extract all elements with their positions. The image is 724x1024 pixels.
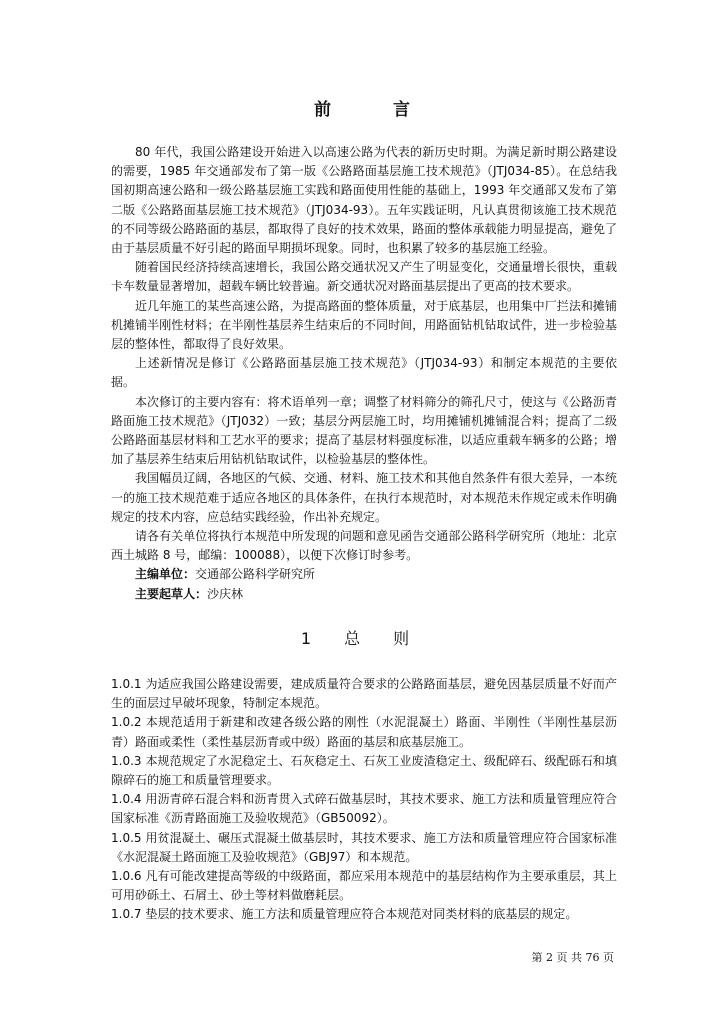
clause-1-0-2: 1.0.2 本规范适用于新建和改建各级公路的刚性（水泥混凝土）路面、半刚性（半刚性基层沥青）路面或柔性（柔性基层沥青或中级）路面的基层和底基层施工。 bbox=[111, 715, 617, 749]
preface-paragraph: 近几年施工的某些高速公路，为提高路面的整体质量，对于底基层，也用集中厂拦法和摊铺机摊铺半刚性材料；在半刚性基层养生结束后的不同时间，用路面钻机钻取试件，进一步检验基层的整体性，都取得了良好效果。 bbox=[111, 298, 617, 352]
preface-paragraph: 我国幅员辽阔，各地区的气候、交通、材料、施工技术和其他自然条件有很大差异，一本统一的施工技术规范难于适应各地区的具体条件，在执行本规范时，对本规范未作规定或未作明确规定的技术内容，应总结实践经验，作出补充规定。 bbox=[111, 471, 617, 524]
preface-title: 前 言 bbox=[314, 100, 438, 120]
preface-paragraph: 请各有关单位将执行本规范中所发现的问题和意见函告交通部公路科学研究所（地址：北京西土城路 8 号，邮编：100088），以便下次修订时参考。 bbox=[111, 529, 617, 563]
preface-paragraph: 随着国民经济持续高速增长，我国公路交通状况又产生了明显变化，交通量增长很快，重载卡车数量显著增加，超载车辆比较普遍。新交通状况对路面基层提出了更高的技术要求。 bbox=[111, 260, 617, 294]
drafter-line bbox=[111, 585, 617, 604]
clause-1-0-1: 1.0.1 为适应我国公路建设需要，建成质量符合要求的公路路面基层，避免因基层质量不好而产生的面层过早破坏现象，特制定本规范。 bbox=[111, 677, 617, 711]
chapter-title: 1 总 则 bbox=[300, 629, 424, 648]
preface-paragraph: 本次修订的主要内容有：将术语单列一章；调整了材料筛分的筛孔尺寸，使这与《公路沥青路面施工技术规范》（JTJ032）一致；基层分两层施工时，均用摊铺机摊铺混合料；提高了二级公路路面基层材料和工艺水平的要求；提高了基层材料强度标准，以适应重载车辆多的公路；增加了基层养生结束后用钻机钻取试件，以检验基层的整体性。 bbox=[111, 394, 617, 467]
preface-body bbox=[111, 143, 617, 604]
clause-1-0-5: 1.0.5 用贫混凝土、碾压式混凝土做基层时，其技术要求、施工方法和质量管理应符合国家标准《水泥混凝土路面施工及验收规范》（GBJ97）和本规范。 bbox=[111, 830, 617, 864]
chief-editor-label: 主编单位： bbox=[135, 567, 196, 582]
preface-paragraph: 上述新情况是修订《公路路面基层施工技术规范》（JTJ034-93）和制定本规范的主要依据。 bbox=[111, 356, 617, 390]
drafter-value: 沙庆林 bbox=[207, 586, 244, 601]
drafter-label: 主要起草人： bbox=[135, 586, 208, 601]
chief-editor-value: 交通部公路科学研究所 bbox=[195, 567, 316, 582]
clause-1-0-3: 1.0.3 本规范规定了水泥稳定土、石灰稳定土、石灰工业废渣稳定土、级配碎石、级配砾石和填隙碎石的施工和质量管理要求。 bbox=[111, 753, 617, 788]
chief-editor-line bbox=[111, 565, 617, 584]
clause-1-0-6: 1.0.6 凡有可能改建提高等级的中级路面，都应采用本规范中的基层结构作为主要承重层，其上可用砂砾土、石屑土、砂土等材料做磨耗层。 bbox=[111, 869, 617, 903]
clause-1-0-4: 1.0.4 用沥青碎石混合料和沥青贯入式碎石做基层时，其技术要求、施工方法和质量管理应符合国家标准《沥青路面施工及验收规范》（GB50092）。 bbox=[111, 792, 617, 826]
preface-paragraph: 80 年代，我国公路建设开始进入以高速公路为代表的新历史时期。为满足新时期公路建设的需要，1985 年交通部发布了第一版《公路路面基层施工技术规范》（JTJ034-85）。在总结我国初期高速公路和一级公路基层施工实践和路面使用性能的基础上，1993 年交通部又发布了第二版《公路路面基层施工技术规范》（JTJ034-93）。五年实践证明，凡认真贯彻该施工技术规范的不同等级公路路面的基层，都取得了良好的技术效果，路面的整体承载能力明显提高，避免了由于基层质量不好引起的路面早期损坏现象。同时，也积累了较多的基层施工经验。 bbox=[111, 145, 617, 256]
clause-1-0-7: 1.0.7 垫层的技术要求、施工方法和质量管理应符合本规范对同类材料的底基层的规定。 bbox=[111, 907, 578, 922]
chapter-clauses bbox=[111, 675, 617, 925]
page-number: 第 2 页 共 76 页 bbox=[531, 951, 614, 964]
